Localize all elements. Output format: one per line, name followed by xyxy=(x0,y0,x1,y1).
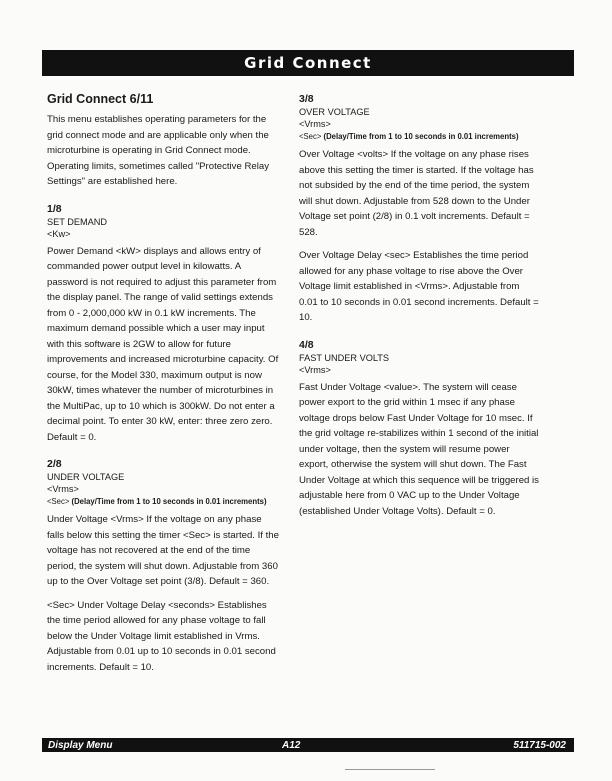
section-2-delay xyxy=(47,495,267,508)
section-1-number: 1/8 xyxy=(47,202,62,215)
section-4-heading xyxy=(299,338,539,376)
section-2-name: UNDER VOLTAGE xyxy=(47,472,125,482)
section-title: Grid Connect 6/11 xyxy=(47,92,154,106)
section-1-paragraph: Power Demand <kW> displays and allows entry of commanded power output level in kilowatts. A password is not required to adjust this parameter from the display panel. The range of valid settings extends from 0 - 2,000,000 kW in 0.1 kW increments. The maximum demand possible which a user may input with this software is 2GW to allow for future improvements and increased microturbine capacity. Of course, for the Model 330, maximum output is now 30kW, times whatever the number of microturbines in the MultiPac, up to 10 which is 300kW. Do not enter a decimal point. To enter 30 kW, enter: three zero zero. Default = 0. xyxy=(47,245,279,443)
section-3-number: 3/8 xyxy=(299,93,314,105)
section-1-heading xyxy=(47,202,279,240)
section-3-delay xyxy=(299,130,519,143)
section-2-heading xyxy=(47,457,279,508)
section-2-number: 2/8 xyxy=(47,458,62,470)
section-1-unit: <Kw> xyxy=(47,228,71,239)
section-3-delay-unit: <Sec> xyxy=(299,131,322,141)
page-footer xyxy=(42,738,574,752)
section-2-unit: <Vrms> xyxy=(47,484,79,494)
section-3-unit: <Vrms> xyxy=(299,119,331,129)
section-2-paragraph-2: <Sec> Under Voltage Delay <seconds> Establishes the time period allowed for any phase voltage to fall below the Under Voltage limit established in Vrms. Adjustable from 0.01 up to 10 seconds in 0.01 second increments. Default = 10. xyxy=(47,599,276,673)
footer-page-number: A12 xyxy=(282,739,301,751)
footer-section-name: Display Menu xyxy=(48,739,113,751)
section-4-unit: <Vrms> xyxy=(299,364,331,375)
right-column xyxy=(299,92,539,527)
section-3-heading xyxy=(299,92,539,143)
page-banner xyxy=(42,50,574,76)
section-1-name: SET DEMAND xyxy=(47,216,108,227)
footer-document-number: 511715-002 xyxy=(513,739,566,751)
section-3-name: OVER VOLTAGE xyxy=(299,107,370,117)
intro-paragraph: This menu establishes operating parameters for the grid connect mode and are applicable only when the microturbine is operating in Grid Connect mode. Operating limits, sometimes called "Protective Relay Settings" are established here. xyxy=(47,114,270,187)
section-4-name: FAST UNDER VOLTS xyxy=(299,352,390,363)
banner-title: Grid Connect xyxy=(244,54,372,72)
section-3-paragraph-2: Over Voltage Delay <sec> Establishes the time period allowed for any phase voltage to rise above the Over Voltage limit established in <Vrms>. Adjustable from 0.01 to 10 seconds in 0.01 second increments. Default = 10. xyxy=(299,250,539,323)
section-4-paragraph: Fast Under Voltage <value>. The system will cease power export to the grid within 1 msec if any phase voltage drops below Fast Under Voltage for 10 msec. If the grid voltage re-stabilizes within 1 second of the initial under voltage, then the system will resume power export, otherwise the system will shut down. The Fast Under Voltage at which this sequence will be triggered is adjustable here from 0 VAC up to the Under Voltage (established Under Voltage Volts). Default = 0. xyxy=(299,381,539,517)
section-2-delay-unit: <Sec> xyxy=(47,496,70,506)
scan-artifact-line xyxy=(345,769,435,770)
section-3-paragraph-1: Over Voltage <volts> If the voltage on any phase rises above this setting the timer is started. If the voltage has not subsided by the end of the time period, the system will shut down. Adjustable from 528 down to the Under Voltage set point (2/8) in 0.1 volt increments. Default = 528. xyxy=(299,149,534,238)
section-2-delay-range: (Delay/Time from 1 to 10 seconds in 0.01 increments) xyxy=(69,496,267,506)
section-4-number: 4/8 xyxy=(299,338,314,351)
section-2-paragraph-1: Under Voltage <Vrms> If the voltage on any phase falls below this setting the timer <Sec> is started. If the voltage has not recovered at the end of the time period, the system will shut down. Adjustable from 360 up to the Over Voltage set point (3/8). Default = 360. xyxy=(47,514,279,587)
left-column xyxy=(47,92,279,683)
section-3-delay-range: (Delay/Time from 1 to 10 seconds in 0.01 increments) xyxy=(321,131,519,141)
